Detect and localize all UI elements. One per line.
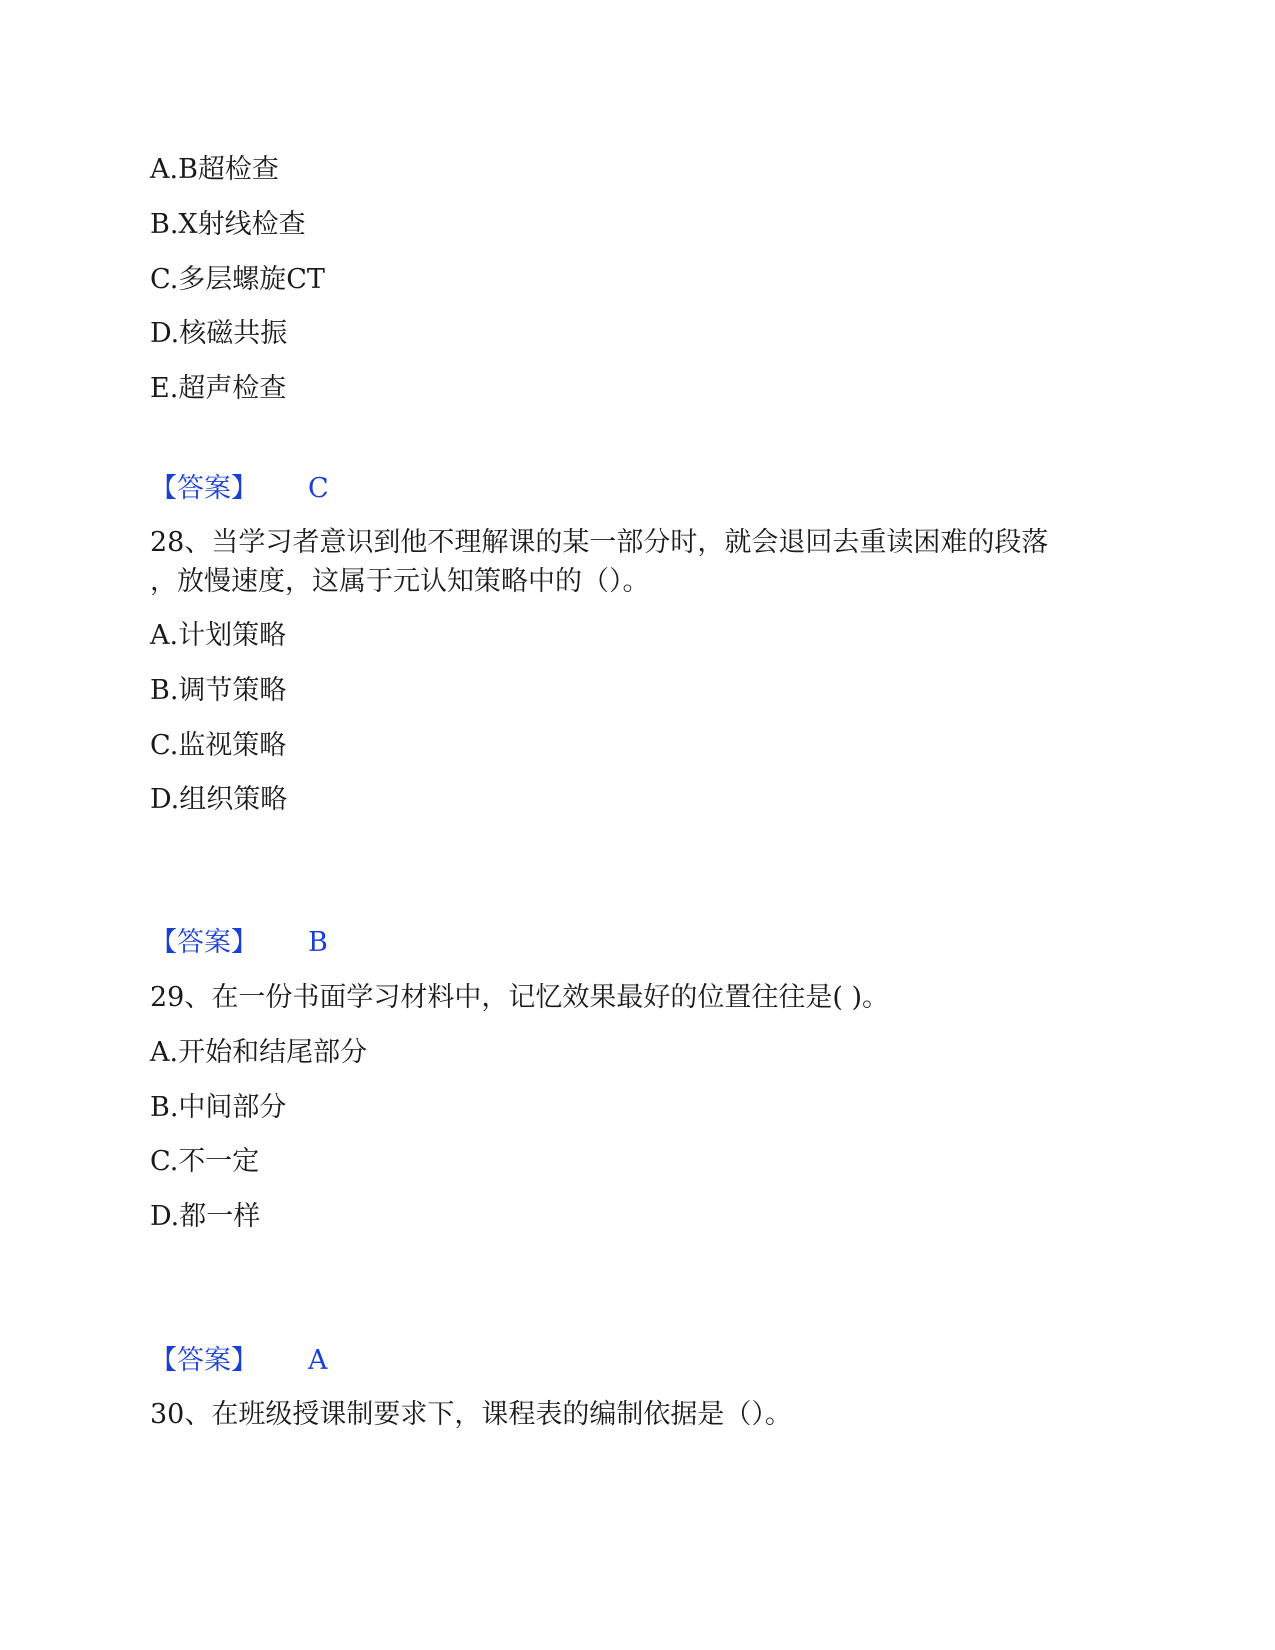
q28-option-c: C.监视策略: [150, 730, 287, 761]
q28-option-b: B.调节策略: [150, 675, 287, 706]
answer-row: [150, 1343, 328, 1379]
answer-row: [150, 925, 328, 961]
question-29-line1: 29、在一份书面学习材料中，记忆效果最好的位置往往是( )。: [150, 982, 890, 1013]
answer-label: 【答案】: [150, 927, 258, 958]
answer-row: [150, 471, 329, 507]
answer-value: C: [308, 473, 329, 504]
answer-label: 【答案】: [150, 473, 258, 504]
q29-option-a: A.开始和结尾部分: [150, 1037, 368, 1068]
option-e: E.超声检查: [150, 373, 287, 404]
option-c: C.多层螺旋CT: [150, 264, 325, 295]
option-a: A.B超检查: [150, 154, 279, 185]
answer-value: A: [308, 1345, 328, 1376]
option-d: D.核磁共振: [150, 318, 288, 349]
q28-option-d: D.组织策略: [150, 784, 288, 815]
option-b: B.X射线检查: [150, 209, 306, 240]
question-30-line1: 30、在班级授课制要求下，课程表的编制依据是（）。: [150, 1399, 792, 1430]
question-28-line1: 28、当学习者意识到他不理解课的某一部分时，就会退回去重读困难的段落: [150, 527, 1049, 558]
q29-option-b: B.中间部分: [150, 1092, 287, 1123]
question-28-line2: ，放慢速度，这属于元认知策略中的（）。: [150, 566, 650, 597]
q29-option-d: D.都一样: [150, 1201, 261, 1232]
answer-value: B: [308, 927, 328, 958]
answer-label: 【答案】: [150, 1345, 258, 1376]
q28-option-a: A.计划策略: [150, 620, 287, 651]
q29-option-c: C.不一定: [150, 1146, 260, 1177]
